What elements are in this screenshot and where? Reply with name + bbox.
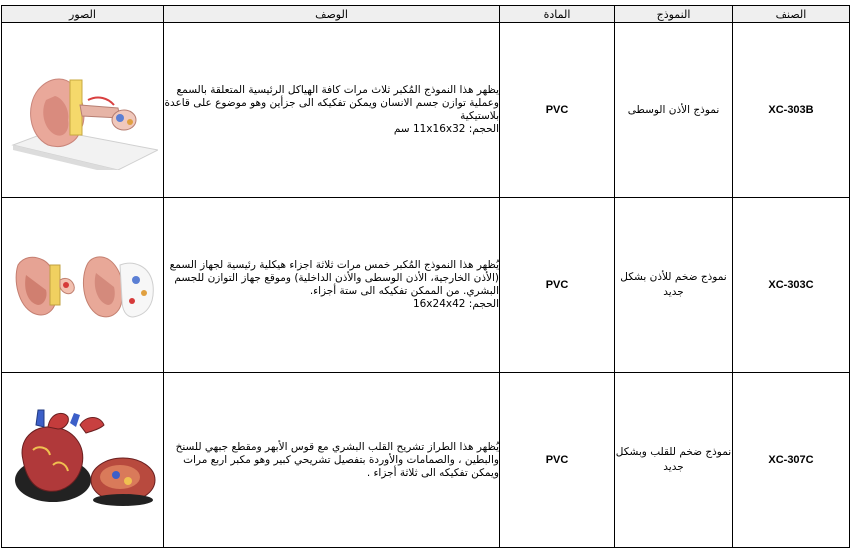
header-model: النموذج	[615, 6, 733, 23]
header-row	[2, 6, 850, 23]
header-images: الصور	[2, 6, 164, 23]
model-name: نموذج ضخم للأذن بشكل جديد	[615, 198, 733, 373]
item-code: XC-307C	[733, 373, 850, 548]
table-row	[2, 23, 850, 198]
product-description	[164, 373, 500, 548]
item-code: XC-303B	[733, 23, 850, 198]
product-image-giant-ear	[2, 198, 164, 373]
dimensions-text: الحجم: 16x24x42	[412, 298, 499, 311]
material-value: PVC	[500, 198, 615, 373]
product-image-heart-model	[2, 373, 164, 548]
dimensions-text: الحجم: 11x16x32 سم	[393, 123, 499, 136]
product-image-ear-model	[2, 23, 164, 198]
product-table	[1, 5, 850, 548]
description-text: يُظهر هذا الطراز تشريح القلب البشري مع قوس الأبهر ومقطع جبهي للسنخ والبطين ، والصمامات والأوردة بتفصيل تشريحي كبير وهو مكبر اربع مرات ويمكن تفكيكه الى ثلاثة أجزاء .	[175, 440, 499, 479]
model-name: نموذج ضخم للقلب وبشكل جديد	[615, 373, 733, 548]
header-item: الصنف	[733, 6, 850, 23]
description-text: يظهر هذا النموذج المُكبر ثلاث مرات كافة الهياكل الرئيسية المتعلقة بالسمع وعملية توازن جسم الانسان ويمكن تفكيكه الى جزأين وهو موضوع على قاعدة بلاستيكية	[164, 84, 499, 123]
material-value: PVC	[500, 23, 615, 198]
product-description	[164, 23, 500, 198]
header-material: المادة	[500, 6, 615, 23]
table-row	[2, 373, 850, 548]
giant-ear-model-icon	[8, 235, 158, 335]
product-description	[164, 198, 500, 373]
heart-model-icon	[8, 405, 158, 515]
ear-model-icon	[8, 50, 158, 170]
material-value: PVC	[500, 373, 615, 548]
table-row	[2, 198, 850, 373]
header-description: الوصف	[164, 6, 500, 23]
item-code: XC-303C	[733, 198, 850, 373]
description-text: يُظهر هذا النموذج المُكبر خمس مرات ثلاثة اجزاء هيكلية رئيسية لجهاز السمع (الأذن الخارجية، الأذن الوسطى والأذن الداخلية) وموقع جهاز التوازن للجسم البشري. من الممكن تفكيكه الى ستة أجزاء.	[169, 259, 499, 298]
model-name: نموذج الأذن الوسطى	[615, 23, 733, 198]
